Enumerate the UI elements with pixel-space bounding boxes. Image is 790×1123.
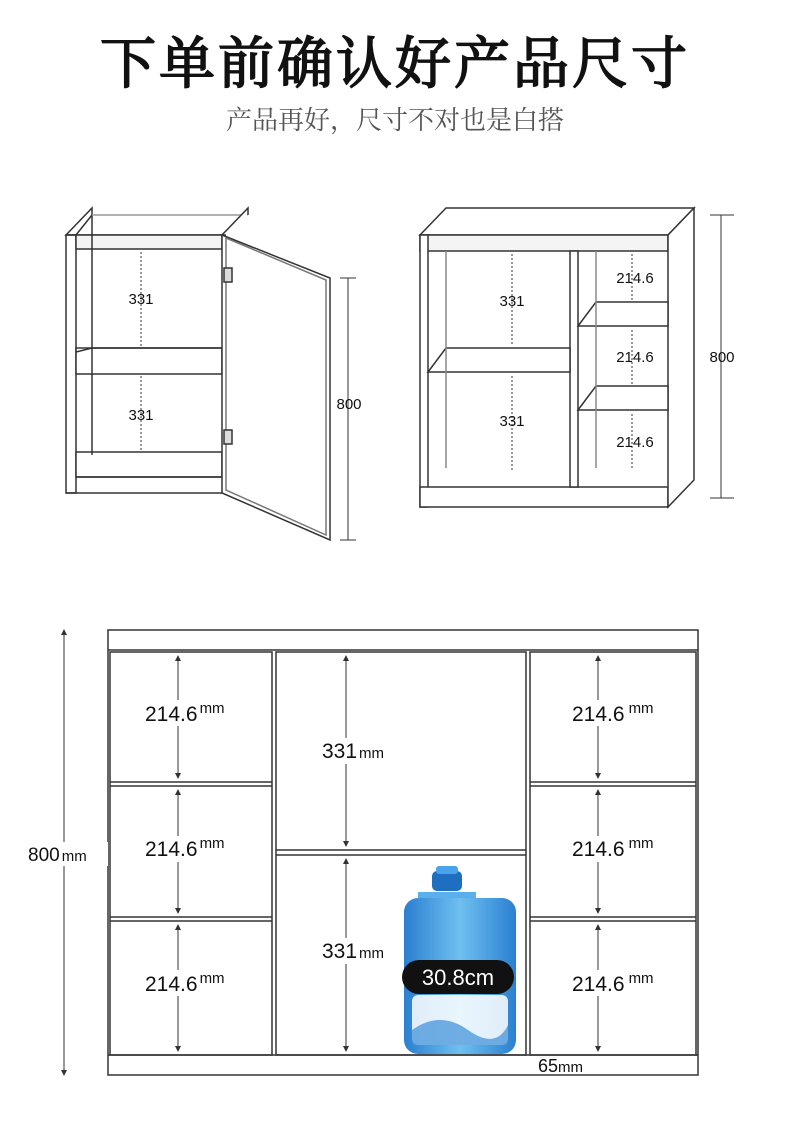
left-upper-shelf-dim: 331 — [128, 291, 154, 308]
right-cubby-2-dim: 214.6 — [616, 349, 654, 366]
bottle-height-label: 30.8cm — [421, 965, 495, 990]
right-left-upper-dim: 331 — [499, 293, 525, 310]
front-plinth-dim: 65mm — [538, 1056, 584, 1076]
right-cubby-1-dim: 214.6 — [616, 270, 654, 287]
page-title: 下单前确认好产品尺寸 — [100, 32, 690, 97]
right-height-dim: 800 — [709, 349, 735, 366]
front-total-height-dim: 800 mm — [28, 845, 87, 866]
front-right-2-dim: 214.6 $^{mm}$ — [572, 835, 654, 861]
front-center-upper-dim: 331 mm — [322, 740, 385, 763]
front-center-lower-dim: 331 mm — [322, 940, 385, 963]
right-cabinet-diagram — [420, 208, 734, 507]
left-lower-shelf-dim: 331 — [128, 407, 154, 424]
front-left-1-dim: 214.6 $^{mm}$ — [145, 700, 225, 726]
front-left-3-dim: 214.6 $^{mm}$ — [145, 970, 225, 996]
right-cubby-3-dim: 214.6 — [616, 434, 654, 451]
right-left-lower-dim: 331 — [499, 413, 525, 430]
front-left-2-dim: 214.6 $^{mm}$ — [145, 835, 225, 861]
left-height-dim: 800 — [336, 396, 362, 413]
front-right-3-dim: 214.6 $^{mm}$ — [572, 970, 654, 996]
front-right-1-dim: 214.6 $^{mm}$ — [572, 700, 654, 726]
left-cabinet-diagram — [66, 208, 356, 540]
page-subtitle: 产品再好，尺寸不对也是白搭 — [225, 106, 564, 136]
